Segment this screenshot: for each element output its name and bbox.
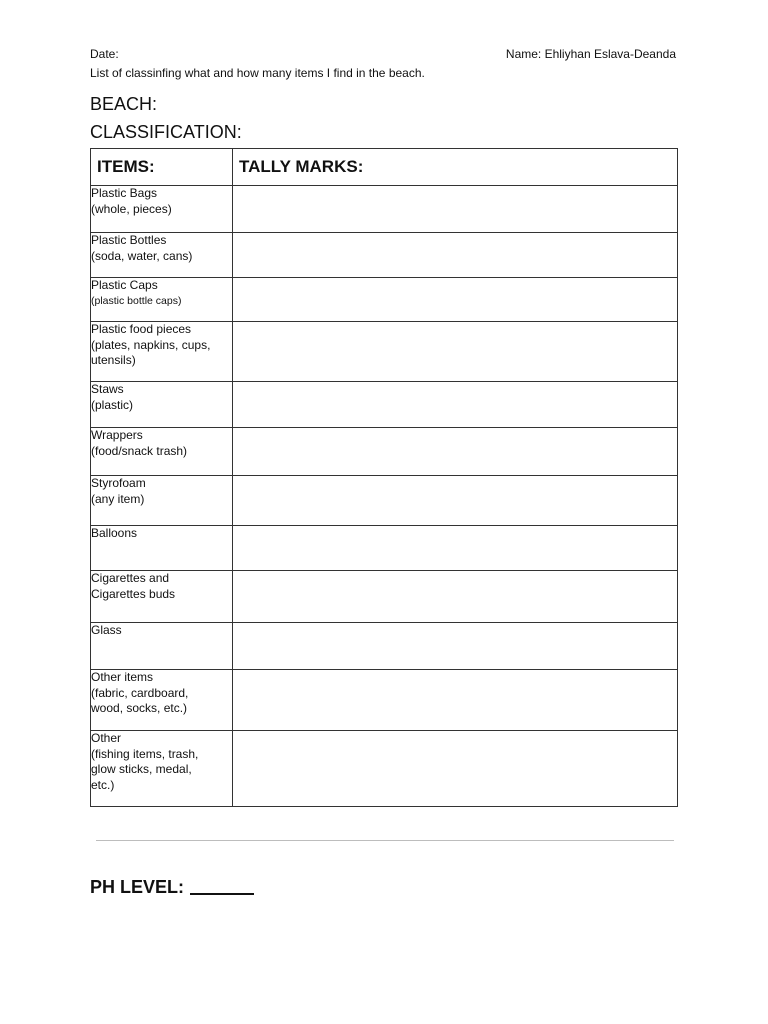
item-cell [91, 731, 233, 807]
table-row [91, 382, 678, 428]
item-name: Balloons [91, 526, 138, 540]
table-row [91, 731, 678, 807]
item-detail: Cigarettes buds [91, 586, 176, 601]
tally-cell[interactable] [233, 731, 678, 807]
table-row [91, 526, 678, 571]
item-cell [91, 623, 233, 670]
item-detail: (soda, water, cans) [91, 248, 193, 263]
item-name: Styrofoam [91, 476, 146, 490]
item-cell [91, 428, 233, 476]
item-detail: (fabric, cardboard, [91, 685, 189, 700]
divider-line [96, 840, 674, 841]
item-name: Other [91, 731, 122, 745]
items-header: ITEMS: [91, 149, 233, 186]
table-row [91, 186, 678, 233]
table-row [91, 476, 678, 526]
ph-level-row [90, 875, 254, 898]
table-header-row [91, 149, 678, 186]
tally-cell[interactable] [233, 233, 678, 278]
item-detail: (food/snack trash) [91, 443, 188, 458]
item-name: Plastic Caps [91, 278, 158, 292]
item-detail: glow sticks, medal, [91, 762, 192, 776]
item-detail: (plastic) [91, 397, 134, 412]
item-name: Plastic Bottles [91, 233, 167, 247]
tally-cell[interactable] [233, 526, 678, 571]
item-detail: (whole, pieces) [91, 201, 172, 216]
table-row [91, 571, 678, 623]
item-name: Other items [91, 670, 154, 684]
item-name: Plastic food pieces [91, 322, 192, 336]
item-name: Glass [91, 623, 122, 637]
item-name: Cigarettes and [91, 571, 170, 585]
table-row [91, 322, 678, 382]
table-row [91, 233, 678, 278]
tally-cell[interactable] [233, 382, 678, 428]
ph-level-blank[interactable] [190, 875, 254, 895]
tally-cell[interactable] [233, 322, 678, 382]
tally-cell[interactable] [233, 428, 678, 476]
table-row [91, 623, 678, 670]
description: List of classinfing what and how many items I find in the beach. [90, 66, 425, 80]
beach-label: BEACH: [90, 94, 158, 114]
name-label: Name: Ehliyhan Eslava-Deanda [505, 47, 676, 61]
item-name: Wrappers [91, 428, 143, 442]
tally-cell[interactable] [233, 670, 678, 731]
item-name: Staws [91, 382, 124, 396]
item-cell [91, 322, 233, 382]
item-cell [91, 571, 233, 623]
tally-cell[interactable] [233, 571, 678, 623]
item-cell [91, 476, 233, 526]
item-name: Plastic Bags [91, 186, 158, 200]
item-cell [91, 233, 233, 278]
tally-cell[interactable] [233, 476, 678, 526]
item-detail: (any item) [91, 491, 145, 506]
table-row [91, 278, 678, 322]
table-row [91, 428, 678, 476]
tally-cell[interactable] [233, 278, 678, 322]
item-detail: (fishing items, trash, [91, 746, 199, 761]
classification-label: CLASSIFICATION: [90, 122, 242, 142]
item-detail: utensils) [91, 353, 136, 367]
item-detail: wood, socks, etc.) [91, 701, 188, 715]
item-cell [91, 526, 233, 571]
tally-table [90, 148, 678, 807]
item-detail: (plates, napkins, cups, [91, 337, 211, 352]
item-cell [91, 278, 233, 322]
item-cell [91, 670, 233, 731]
tally-marks-header: TALLY MARKS: [233, 149, 678, 186]
item-cell [91, 186, 233, 233]
item-cell [91, 382, 233, 428]
item-detail: (plastic bottle caps) [91, 294, 182, 307]
ph-level-label: PH LEVEL: [90, 877, 185, 897]
tally-cell[interactable] [233, 186, 678, 233]
item-detail: etc.) [91, 777, 115, 792]
date-label: Date: [90, 47, 119, 61]
table-row [91, 670, 678, 731]
tally-cell[interactable] [233, 623, 678, 670]
